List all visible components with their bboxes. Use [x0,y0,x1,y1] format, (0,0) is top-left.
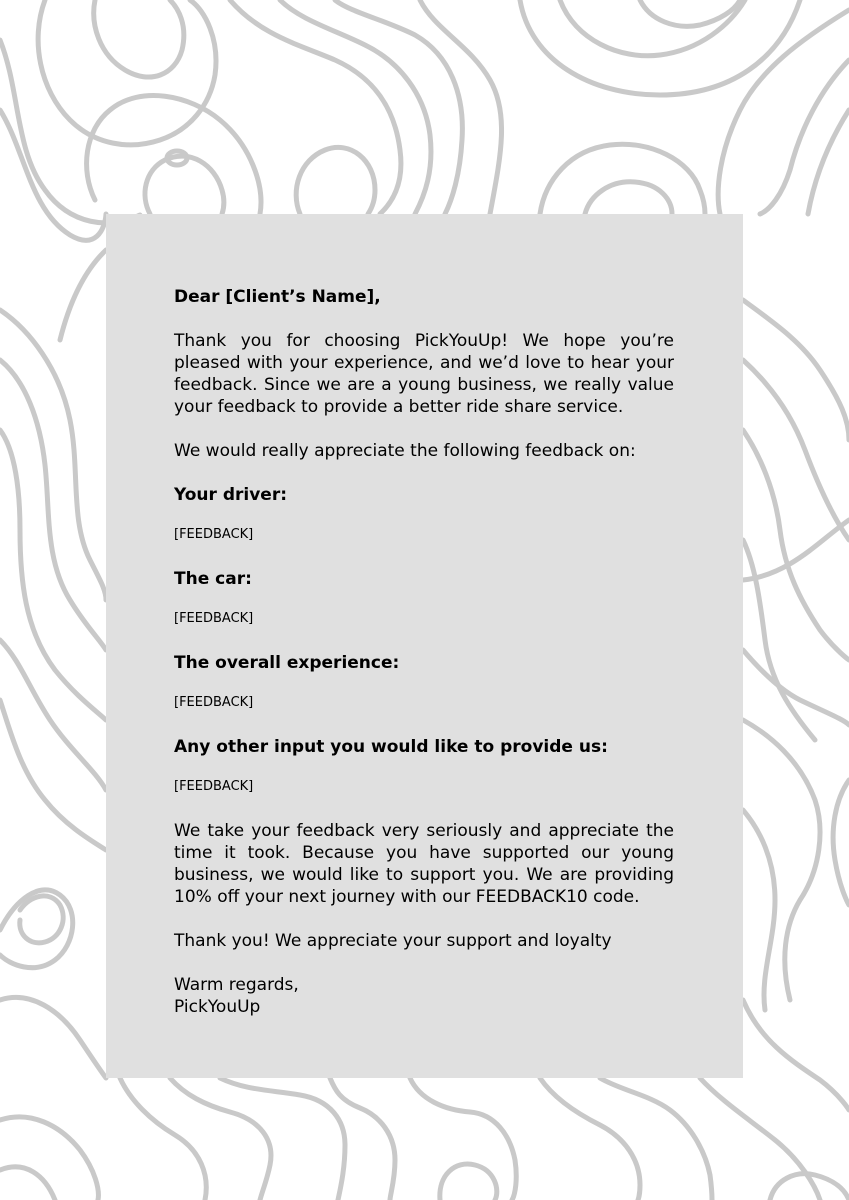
intro-paragraph: Thank you for choosing PickYouUp! We hope you’re pleased with your experience, and we’d love to hear your feedback. Since we are a young business, we really value your feedback to provide a better ride share service. [174,331,674,417]
closing-paragraph: We take your feedback very seriously and appreciate the time it took. Because you have supported our young business, we would like to support you. We are providing 10% off your next journey with our FEEDBACK10 code. [174,821,674,907]
thanks-line: Thank you! We appreciate your support and loyalty [174,931,612,951]
letter-body [174,286,674,1018]
section-heading-car: The car: [174,569,252,589]
section-heading-driver: Your driver: [174,485,288,505]
signature: PickYouUp [174,997,261,1017]
letter-card [106,214,743,1078]
feedback-placeholder-overall-experience: [FEEDBACK] [174,695,254,710]
section-heading-other-input: Any other input you would like to provide us: [174,737,608,757]
feedback-placeholder-other-input: [FEEDBACK] [174,779,254,794]
letter-greeting: Dear [Client’s Name], [174,287,381,307]
feedback-placeholder-driver: [FEEDBACK] [174,527,254,542]
signoff: Warm regards, [174,975,299,995]
feedback-request-line: We would really appreciate the following feedback on: [174,441,636,461]
feedback-placeholder-car: [FEEDBACK] [174,611,254,626]
section-heading-overall-experience: The overall experience: [174,653,400,673]
